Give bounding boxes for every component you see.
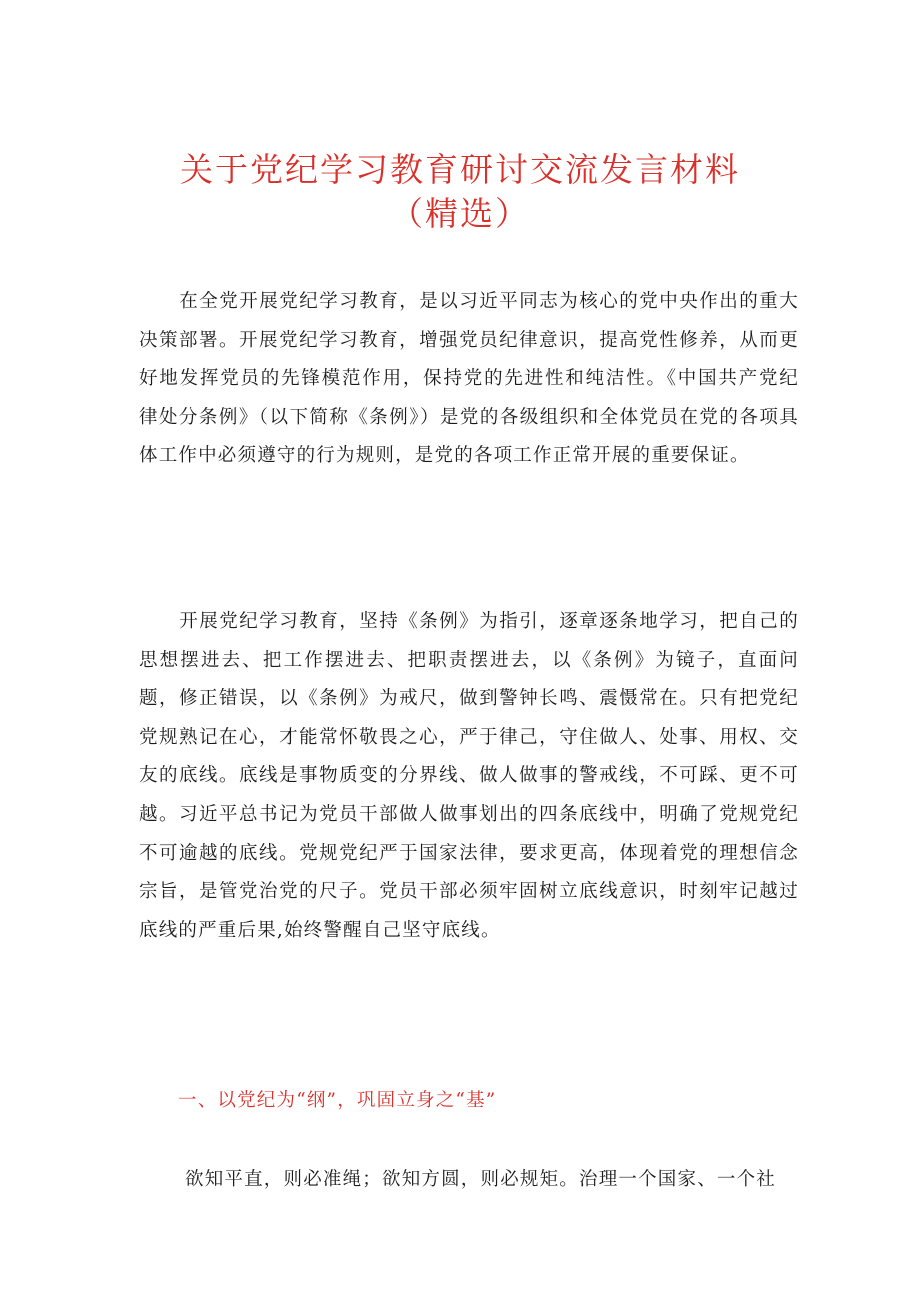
section-heading-1: 一、以党纪为“纲”，巩固立身之“基” bbox=[178, 1090, 497, 1111]
document-title: 关于党纪学习教育研讨交流发言材料 bbox=[180, 150, 740, 189]
paragraph-baseline-text: 开展党纪学习教育，坚持《条例》为指引，逐章逐条地学习，把自己的思想摆进去、把工作摆进去、把职责摆进去，以《条例》为镜子，直面问题，修正错误，以《条例》为戒尺，做到警钟长鸣、震慑常在。只有把党纪党规熟记在心，才能常怀敬畏之心，严于律己，守住做人、处事、用权、交友的底线。底线是事物质变的分界线、做人做事的警戒线，不可踩、更不可越。习近平总书记为党员干部做人做事划出的四条底线中，明确了党规党纪不可逾越的底线。党规党纪严于国家法律，要求更高，体现着党的理想信念宗旨，是管党治党的尺子。党员干部必须牢固树立底线意识，时刻牢记越过底线的严重后果,始终警醒自己坚守底线。 bbox=[139, 611, 799, 941]
paragraph-baseline bbox=[139, 603, 799, 950]
paragraph-section-1-text: 欲知平直，则必准绳；欲知方圆，则必规矩。治理一个国家、一个社 bbox=[185, 1169, 777, 1190]
document-title-note: （精选） bbox=[390, 194, 530, 233]
paragraph-intro bbox=[139, 283, 799, 476]
paragraph-section-1 bbox=[139, 1161, 799, 1200]
paragraph-intro-text: 在全党开展党纪学习教育，是以习近平同志为核心的党中央作出的重大决策部署。开展党纪学习教育，增强党员纪律意识，提高党性修养，从而更好地发挥党员的先锋模范作用，保持党的先进性和纯洁性。《中国共产党纪律处分条例》（以下简称《条例》）是党的各级组织和全体党员在党的各项具体工作中必须遵守的行为规则，是党的各项工作正常开展的重要保证。 bbox=[139, 291, 799, 467]
